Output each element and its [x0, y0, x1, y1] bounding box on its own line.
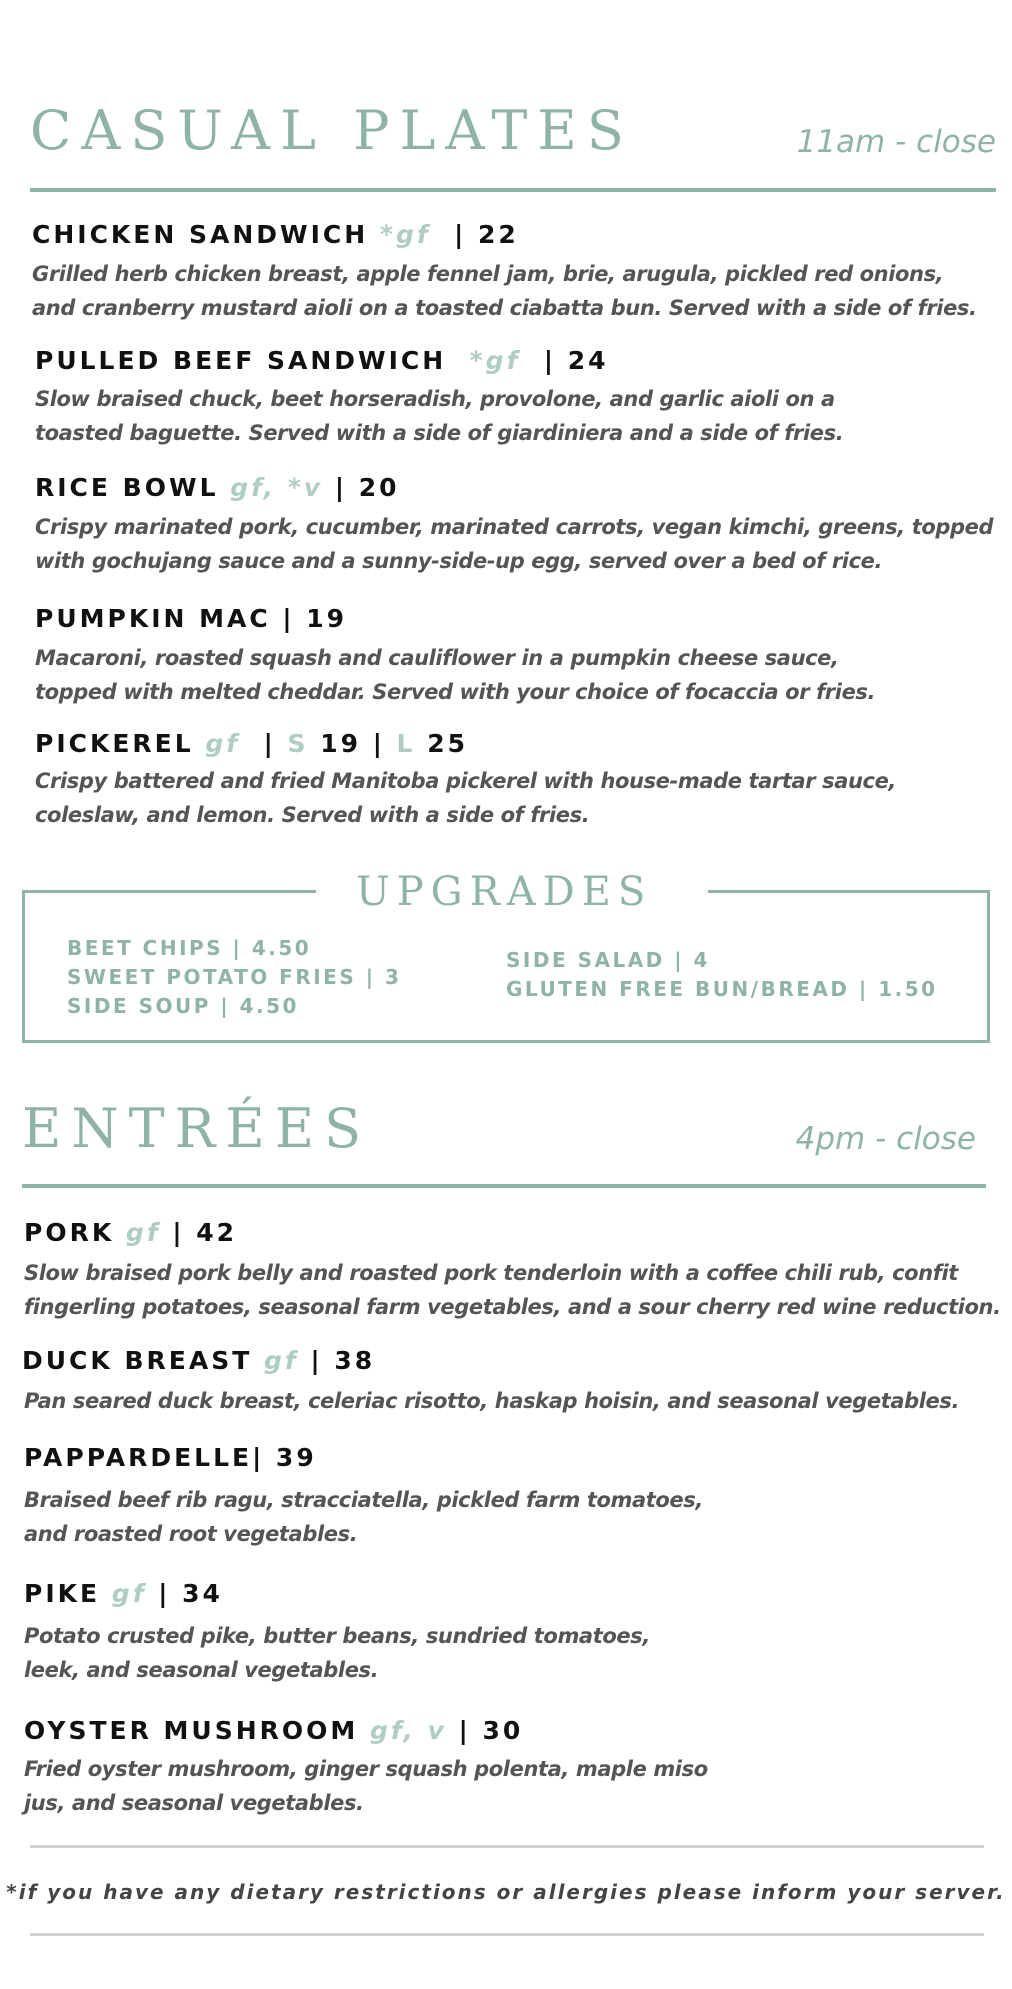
menu-item-pork [24, 1220, 237, 1245]
menu-item-pike [24, 1581, 223, 1606]
size-small-label: S [287, 729, 309, 758]
upgrade-item: SIDE SOUP | 4.50 [67, 994, 299, 1018]
price-large: 25 [427, 729, 468, 758]
description-line: and roasted root vegetables. [24, 1522, 358, 1546]
menu-item-rice-bowl [35, 475, 400, 500]
description-line: and cranberry mustard aioli on a toasted ciabatta bun. Served with a side of fries. [32, 296, 977, 320]
item-description [24, 1483, 703, 1551]
description-line: Potato crusted pike, butter beans, sundried tomatoes, [24, 1624, 650, 1648]
description-line: Fried oyster mushroom, ginger squash polenta, maple miso [24, 1757, 708, 1781]
description-line: Braised beef rib ragu, stracciatella, pickled farm tomatoes, [24, 1488, 703, 1512]
dietary-tag: *gf [379, 220, 431, 249]
item-price: | 42 [172, 1218, 238, 1247]
item-description [35, 382, 843, 450]
description-line: Slow braised pork belly and roasted pork tenderloin with a coffee chili rub, confit [24, 1261, 958, 1285]
item-price: | 38 [310, 1346, 376, 1375]
menu-item-chicken-sandwich [32, 222, 519, 247]
upgrades-list-right [506, 946, 938, 1004]
menu-item-pickerel [35, 731, 468, 756]
item-name: CHICKEN SANDWICH [32, 220, 369, 249]
entrees-title: ENTRÉES [22, 1097, 372, 1160]
item-description [24, 1619, 650, 1687]
description-line: topped with melted cheddar. Served with your choice of focaccia or fries. [35, 680, 876, 704]
description-line: leek, and seasonal vegetables. [24, 1658, 379, 1682]
item-price: | 30 [458, 1716, 524, 1745]
upgrade-item: GLUTEN FREE BUN/BREAD | 1.50 [506, 977, 938, 1001]
item-price: | 24 [543, 346, 609, 375]
menu-item-pulled-beef-sandwich [35, 348, 609, 373]
description-line: Macaroni, roasted squash and cauliflower in a pumpkin cheese sauce, [35, 646, 839, 670]
description-line: Crispy marinated pork, cucumber, marinated carrots, vegan kimchi, greens, topped [35, 515, 994, 539]
item-description [24, 1256, 1001, 1324]
description-line: Crispy battered and fried Manitoba pickerel with house-made tartar sauce, [35, 769, 897, 793]
item-name: DUCK BREAST [22, 1346, 253, 1375]
upgrade-item: SIDE SALAD | 4 [506, 948, 710, 972]
dietary-tag: gf [125, 1218, 161, 1247]
entrees-divider [22, 1184, 986, 1188]
description-line: with gochujang sauce and a sunny-side-up egg, served over a bed of rice. [35, 549, 883, 573]
dietary-tag: gf [205, 729, 241, 758]
description-line: Slow braised chuck, beet horseradish, provolone, and garlic aioli on a [35, 387, 835, 411]
menu-item-oyster-mushroom [24, 1718, 523, 1743]
upgrades-list-left [67, 934, 401, 1021]
item-description [35, 510, 993, 578]
casual-plates-divider [30, 188, 996, 192]
footer-top-divider [30, 1845, 984, 1848]
description-line: coleslaw, and lemon. Served with a side of fries. [35, 803, 590, 827]
entrees-hours: 4pm - close [795, 1121, 976, 1157]
item-description [35, 641, 875, 709]
item-name: PIKE [24, 1579, 101, 1608]
price-small: 19 | [320, 729, 385, 758]
description-line: Grilled herb chicken breast, apple fennel jam, brie, arugula, pickled red onions, [32, 262, 944, 286]
dietary-tag: gf [111, 1579, 147, 1608]
dietary-tag: gf [263, 1346, 299, 1375]
item-description [24, 1384, 959, 1418]
dietary-tag: *gf [469, 346, 521, 375]
casual-plates-title: CASUAL PLATES [30, 99, 634, 162]
dietary-tag: gf, *v [230, 473, 324, 502]
item-name: RICE BOWL [35, 473, 219, 502]
description-line: toasted baguette. Served with a side of giardiniera and a side of fries. [35, 421, 844, 445]
item-price: | 22 [454, 220, 519, 249]
dietary-tag: gf, v [370, 1716, 447, 1745]
price-separator: | [263, 729, 276, 758]
item-price: | 34 [158, 1579, 223, 1608]
upgrade-item: BEET CHIPS | 4.50 [67, 936, 312, 960]
upgrade-item: SWEET POTATO FRIES | 3 [67, 965, 402, 989]
size-large-label: L [396, 729, 416, 758]
casual-plates-hours: 11am - close [796, 124, 996, 160]
item-name: PULLED BEEF SANDWICH [35, 346, 447, 375]
item-description [24, 1752, 708, 1820]
item-name: OYSTER MUSHROOM [24, 1716, 359, 1745]
item-name: PUMPKIN MAC | 19 [35, 604, 348, 633]
description-line: jus, and seasonal vegetables. [24, 1791, 364, 1815]
menu-item-duck-breast [22, 1348, 375, 1373]
item-description [32, 257, 977, 325]
footer-bottom-divider [30, 1933, 984, 1936]
description-line: Pan seared duck breast, celeriac risotto, haskap hoisin, and seasonal vegetables. [24, 1389, 960, 1413]
item-name: PORK [24, 1218, 115, 1247]
dietary-footnote: *if you have any dietary restrictions or allergies please inform your server. [6, 1880, 1006, 1904]
upgrades-title: UPGRADES [356, 869, 653, 915]
menu-item-pappardelle [24, 1445, 317, 1470]
description-line: fingerling potatoes, seasonal farm vegetables, and a sour cherry red wine reduction. [24, 1295, 1001, 1319]
item-name: PICKEREL [35, 729, 194, 758]
item-name: PAPPARDELLE| 39 [24, 1443, 317, 1472]
item-price: | 20 [334, 473, 400, 502]
item-description [35, 764, 896, 832]
menu-item-pumpkin-mac [35, 606, 347, 631]
